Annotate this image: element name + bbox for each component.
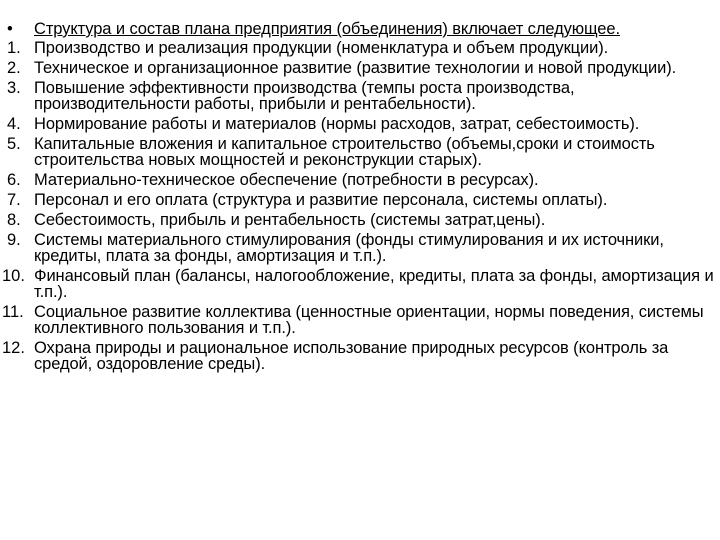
list-item	[0, 232, 720, 264]
item-text: Себестоимость, прибыль и рентабельность (системы затрат,цены).	[34, 211, 546, 229]
item-text: Повышение эффективности производства (темпы роста производства, производительности работы, прибыли и рентабельности).	[34, 79, 575, 113]
list-item	[0, 40, 720, 56]
item-number: 8.	[7, 211, 21, 229]
list-item	[0, 268, 720, 300]
plan-structure-list	[0, 21, 720, 372]
item-text: Персонал и его оплата (структура и развитие персонала, системы оплаты).	[34, 191, 608, 209]
list-heading	[0, 21, 720, 37]
item-text: Материально-техническое обеспечение (потребности в ресурсах).	[34, 171, 539, 189]
item-number: 2.	[7, 59, 21, 77]
list-item	[0, 212, 720, 228]
item-number: 10.	[2, 267, 25, 285]
item-number: 11.	[2, 303, 24, 321]
item-text: Социальное развитие коллектива (ценностные ориентации, нормы поведения, системы коллективного пользования и т.п.).	[34, 303, 704, 337]
item-number: 9.	[7, 231, 21, 249]
list-item	[0, 340, 720, 372]
item-text: Охрана природы и рациональное использование природных ресурсов (контроль за средой, оздоровление среды).	[34, 339, 669, 373]
item-number: 3.	[7, 79, 21, 97]
item-number: 7.	[7, 191, 21, 209]
item-number: 1.	[7, 39, 21, 57]
list-item	[0, 304, 720, 336]
item-text: Капитальные вложения и капитальное строительство (объемы,сроки и стоимость строительства новых мощностей и реконструкции старых).	[34, 135, 655, 169]
item-number: 12.	[2, 339, 25, 357]
item-number: 4.	[7, 115, 21, 133]
item-text: Техническое и организационное развитие (развитие технологии и новой продукции).	[34, 59, 677, 77]
item-text: Нормирование работы и материалов (нормы расходов, затрат, себестоимость).	[34, 115, 640, 133]
list-item	[0, 80, 720, 112]
list-item	[0, 192, 720, 208]
list-item	[0, 116, 720, 132]
heading-text: Структура и состав плана предприятия (объединения) включает следующее.	[34, 20, 620, 38]
list-item	[0, 60, 720, 76]
list-item	[0, 136, 720, 168]
item-text: Системы материального стимулирования (фонды стимулирования и их источники, кредиты, плата за фонды, амортизация и т.п.).	[34, 231, 664, 265]
item-text: Производство и реализация продукции (номенклатура и объем продукции).	[34, 39, 609, 57]
item-text: Финансовый план (балансы, налогообложение, кредиты, плата за фонды, амортизация и т.п.).	[34, 267, 714, 301]
list-item	[0, 172, 720, 188]
item-number: 6.	[7, 171, 21, 189]
bullet-marker: •	[7, 20, 13, 38]
item-number: 5.	[7, 135, 21, 153]
